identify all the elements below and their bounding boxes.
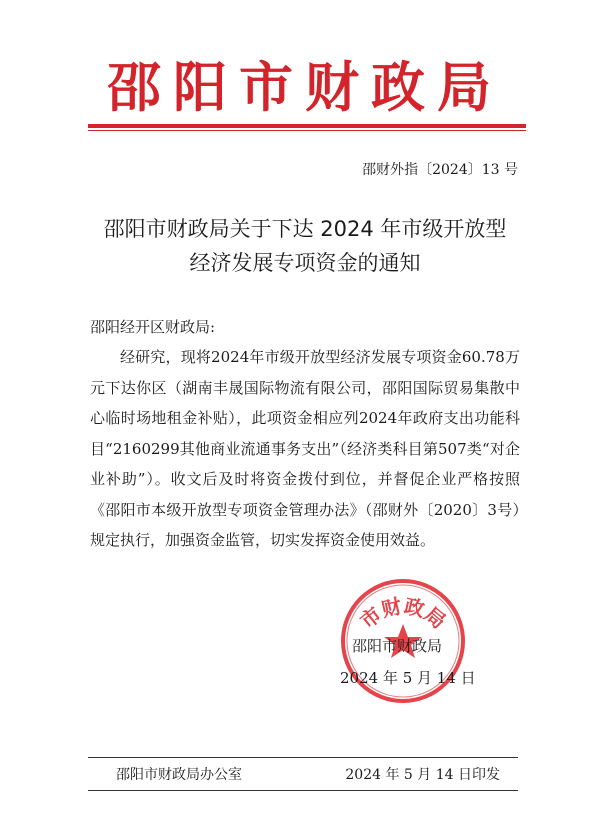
body-paragraph: 经研究，现将2024年市级开放型经济发展专项资金60.78万元下达你区（湖南丰晟国际物流有限公司，邵阳国际贸易集散中心临时场地租金补贴），此项资金相应列2024年政府支出功能科目“2160299其他商业流通事务支出”（经济类科目第507类“对企业补助”）。收文后及时将资金拨付到位，并督促企业严格按照《邵阳市本级开放型专项资金管理办法》（邵财外〔2020〕3号）规定执行，加强资金监管，切实发挥资金使用效益。 [90,348,520,549]
addressee: 邵阳经开区财政局: [90,318,216,336]
title-line-2: 经济发展专项资金的通知 [189,251,421,275]
footer-rule-bottom [88,790,518,791]
document-title [60,212,550,280]
document-number: 邵财外指〔2024〕13 号 [362,162,518,178]
footer-office: 邵阳市财政局办公室 [116,767,242,783]
signature-org: 邵阳市财政局 [352,637,443,655]
footer-rule-top [88,757,518,758]
masthead-rule-thick [88,124,526,128]
seal-arc-text: 市财政局 [355,593,451,634]
signature-date: 2024 年 5 月 14 日 [340,669,476,687]
title-line-1: 邵阳市财政局关于下达 2024 年市级开放型 [103,217,507,241]
footer-print-date: 2024 年 5 月 14 日印发 [345,767,500,783]
masthead-rule-thin [88,130,526,131]
masthead-title: 邵阳市财政局 [107,55,503,119]
